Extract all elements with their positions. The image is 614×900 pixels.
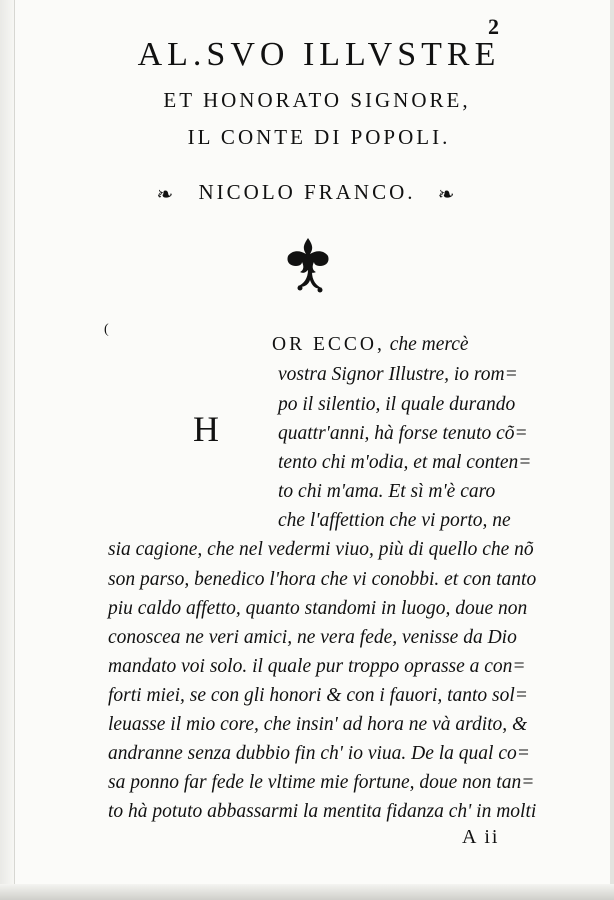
text-line: son parso, benedico l'hora che vi conobbi. et con tanto bbox=[108, 569, 537, 590]
text-line: andranne senza dubbio fin ch' io viua. De la qual co= bbox=[108, 743, 530, 764]
author-name: NICOLO FRANCO. bbox=[198, 180, 416, 204]
fleuron-ornament-icon bbox=[282, 236, 334, 296]
title-line-3: IL CONTE DI POPOLI. bbox=[187, 125, 451, 149]
title-line-1: AL.SVO ILLVSTRE bbox=[137, 36, 501, 73]
text-line: che l'affettion che vi porto, ne bbox=[278, 510, 511, 531]
fleuron-right-icon: ❧ bbox=[437, 183, 458, 206]
opening-words-italic: che mercè bbox=[384, 334, 469, 355]
text-line: mandato voi solo. il quale pur troppo oprasse a con= bbox=[108, 656, 526, 677]
stray-mark: ( bbox=[104, 322, 109, 337]
text-line: conoscea ne veri amici, ne vera fede, venisse da Dio bbox=[108, 627, 517, 648]
text-line: to hà potuto abbassarmi la mentita fidanza ch' in molti bbox=[108, 801, 537, 822]
text-line: tento chi m'odia, et mal conten= bbox=[278, 452, 532, 473]
text-line: sa ponno far fede le vltime mie fortune, doue non tan= bbox=[108, 772, 535, 793]
text-line-first bbox=[272, 334, 469, 356]
text-line: quattr'anni, hà forse tenuto cõ= bbox=[278, 423, 528, 444]
signature-mark: A ii bbox=[462, 826, 500, 848]
page-bottom-edge bbox=[0, 884, 614, 900]
text-line: leuasse il mio core, che insin' ad hora ne và ardito, & bbox=[108, 714, 528, 735]
fleuron-left-icon: ❧ bbox=[156, 183, 177, 206]
text-line: po il silentio, il quale durando bbox=[278, 394, 516, 415]
title-line-2: ET HONORATO SIGNORE, bbox=[163, 88, 471, 112]
text-line: vostra Signor Illustre, io rom= bbox=[278, 364, 518, 385]
text-line: forti miei, se con gli honori & con i fauori, tanto sol= bbox=[108, 685, 528, 706]
text-line: to chi m'ama. Et sì m'è caro bbox=[278, 481, 496, 502]
page-number: 2 bbox=[488, 14, 499, 39]
text-line: sia cagione, che nel vedermi viuo, più di quello che nõ bbox=[108, 539, 534, 560]
drop-cap: H bbox=[193, 409, 219, 449]
text-line: piu caldo affetto, quanto standomi in luogo, doue non bbox=[108, 598, 528, 619]
opening-words: OR ECCO, bbox=[272, 334, 385, 355]
author-line bbox=[0, 180, 614, 207]
